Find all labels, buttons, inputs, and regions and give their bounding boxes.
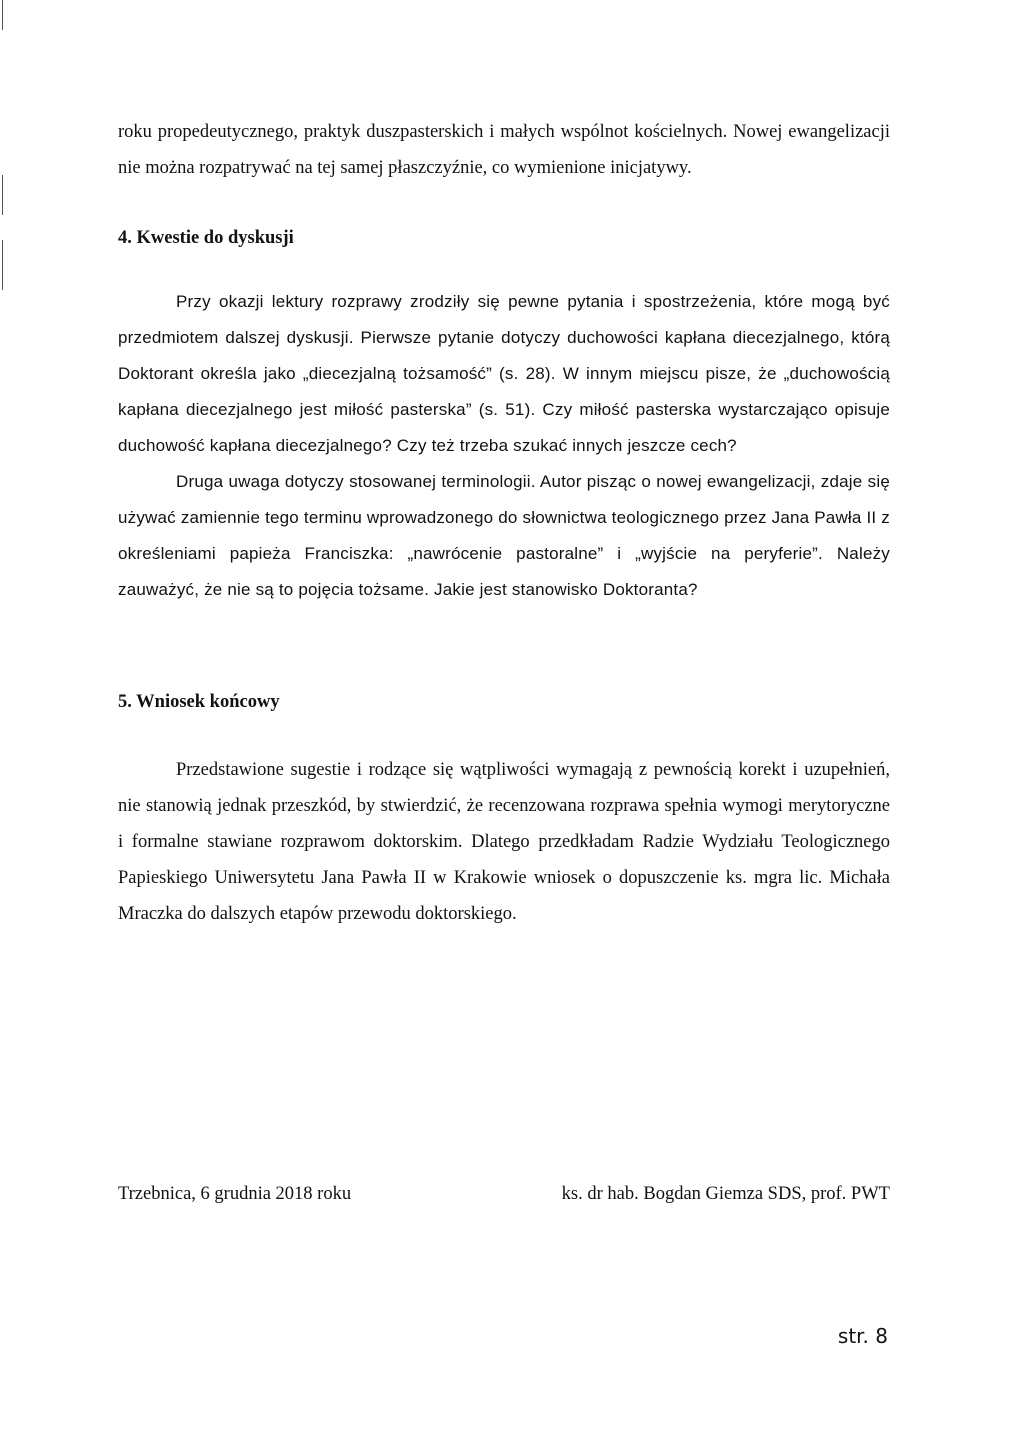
signature-author: ks. dr hab. Bogdan Giemza SDS, prof. PWT	[561, 1184, 890, 1204]
section-4-paragraph-2: Druga uwaga dotyczy stosowanej terminologii. Autor pisząc o nowej ewangelizacji, zdaje się używać zamiennie tego terminu wprowadzonego do słownictwa teologicznego przez Jana Pawła II z określeniami papieża Franciszka: „nawrócenie pastoralne” i „wyjście na peryferie”. Należy zauważyć, że nie są to pojęcia tożsame. Jakie jest stanowisko Doktoranta?	[118, 472, 890, 599]
section-4-heading: 4. Kwestie do dyskusji	[118, 228, 294, 248]
scan-edge-mark	[2, 0, 3, 30]
intro-paragraph	[118, 114, 890, 186]
section-5-body	[118, 752, 890, 932]
section-4-paragraph-1: Przy okazji lektury rozprawy zrodziły się pewne pytania i spostrzeżenia, które mogą być przedmiotem dalszej dyskusji. Pierwsze pytanie dotyczy duchowości kapłana diecezjalnego, którą Doktorant określa jako „diecezjalną tożsamość” (s. 28). W innym miejscu pisze, że „duchowością kapłana diecezjalnego jest miłość pasterska” (s. 51). Czy miłość pasterska wystarczająco opisuje duchowość kapłana diecezjalnego? Czy też trzeba szukać innych jeszcze cech?	[118, 292, 890, 455]
scan-edge-mark	[2, 175, 3, 215]
page-number: str. 8	[837, 1324, 888, 1348]
section-5-paragraph-1: Przedstawione sugestie i rodzące się wątpliwości wymagają z pewnością korekt i uzupełnień, nie stanowią jednak przeszkód, by stwierdzić, że recenzowana rozprawa spełnia wymogi merytoryczne i formalne stawiane rozprawom doktorskim. Dlatego przedkładam Radzie Wydziału Teologicznego Papieskiego Uniwersytetu Jana Pawła II w Krakowie wniosek o dopuszczenie ks. mgra lic. Michała Mraczka do dalszych etapów przewodu doktorskiego.	[118, 760, 890, 924]
section-5-heading: 5. Wniosek końcowy	[118, 692, 280, 712]
section-4-body	[118, 284, 890, 608]
scan-edge-mark	[2, 240, 3, 290]
place-and-date: Trzebnica, 6 grudnia 2018 roku	[118, 1184, 352, 1204]
intro-text: roku propedeutycznego, praktyk duszpasterskich i małych wspólnot kościelnych. Nowej ewangelizacji nie można rozpatrywać na tej samej płaszczyźnie, co wymienione inicjatywy.	[118, 122, 890, 178]
